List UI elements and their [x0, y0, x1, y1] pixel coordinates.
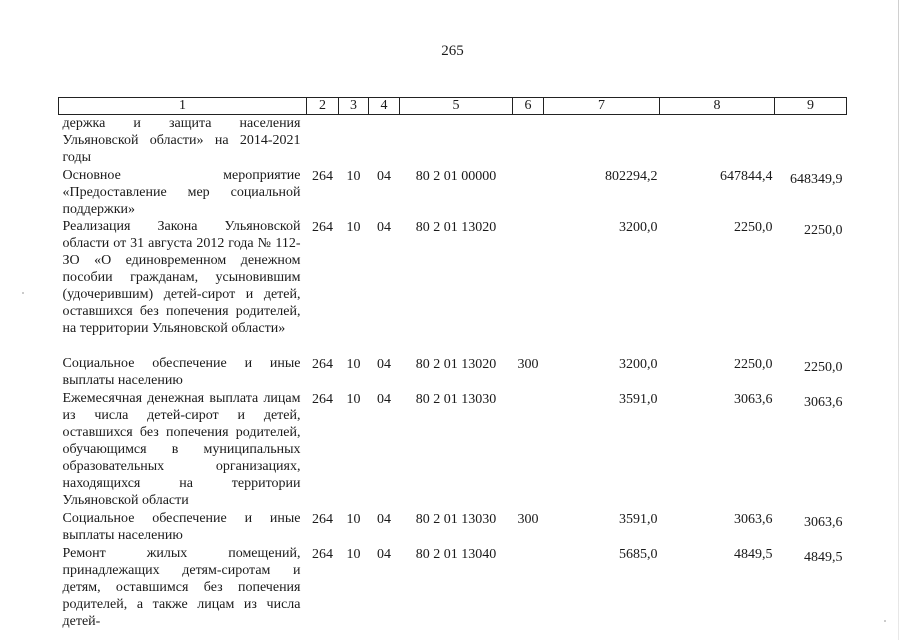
scan-speck [884, 620, 886, 622]
cell-section: 10 [346, 168, 361, 184]
cell-expense-type [513, 545, 544, 630]
row-name: Ремонт жилых помещений, принадлежащих детям-сиротам и детям, оставшимся без попечения родителей, а также лицам из числа детей- [62, 545, 301, 629]
table-row [59, 115, 847, 167]
cell-subsection: 04 [377, 219, 391, 235]
cell-ministry: 264 [312, 391, 333, 407]
cell-value-9 [775, 115, 847, 167]
table-row [59, 545, 847, 630]
cell-value-8: 4849,5 [734, 546, 773, 562]
cell-target-code [400, 115, 513, 167]
row-name: Основное мероприятие «Предоставление мер социальной поддержки» [62, 167, 301, 217]
row-name: Реализация Закона Ульяновской области от 31 августа 2012 года № 112-ЗО «О единовременном денежном пособии гражданам, усыновившим (удочерившим) детей-сирот и детей, оставшихся без попечения родителей, на территории Ульяновской области» [62, 218, 301, 336]
scan-edge [898, 0, 899, 640]
row-name: держка и защита населения Ульяновской области» на 2014-2021 годы [62, 116, 301, 165]
cell-value-9: 4849,5 [804, 549, 843, 565]
cell-expense-type [513, 167, 544, 218]
cell-subsection: 04 [377, 391, 391, 407]
cell-value-7: 3200,0 [619, 219, 658, 235]
cell-expense-type [513, 218, 544, 355]
cell-value-8: 2250,0 [734, 356, 773, 372]
cell-target-code: 80 2 01 13020 [415, 219, 497, 235]
cell-subsection [369, 115, 400, 167]
cell-value-8: 3063,6 [734, 391, 773, 407]
cell-value-7: 3591,0 [619, 391, 658, 407]
cell-value-8: 647844,4 [720, 168, 773, 184]
cell-ministry: 264 [312, 511, 333, 527]
cell-value-9: 648349,9 [790, 171, 843, 187]
cell-value-9: 2250,0 [804, 222, 843, 238]
budget-table [58, 97, 847, 630]
column-header: 9 [775, 98, 847, 115]
cell-value-9: 3063,6 [804, 394, 843, 410]
cell-target-code: 80 2 01 13030 [415, 391, 497, 407]
column-header: 4 [369, 98, 400, 115]
cell-ministry: 264 [312, 168, 333, 184]
cell-value-7: 5685,0 [619, 546, 658, 562]
cell-target-code: 80 2 01 13030 [415, 511, 497, 527]
column-header: 1 [59, 98, 307, 115]
column-header: 7 [544, 98, 660, 115]
cell-subsection: 04 [377, 356, 391, 372]
cell-value-8: 2250,0 [734, 219, 773, 235]
cell-ministry: 264 [312, 219, 333, 235]
cell-value-7 [544, 115, 660, 167]
column-header: 3 [339, 98, 369, 115]
table-row [59, 218, 847, 355]
cell-target-code: 80 2 01 13040 [415, 546, 497, 562]
cell-section: 10 [346, 356, 361, 372]
table-row [59, 510, 847, 545]
table-header-row [59, 98, 847, 115]
cell-value-8 [660, 115, 775, 167]
cell-expense-type: 300 [517, 356, 539, 372]
cell-ministry [307, 115, 339, 167]
cell-value-7: 3200,0 [619, 356, 658, 372]
cell-value-7: 3591,0 [619, 511, 658, 527]
column-header: 6 [513, 98, 544, 115]
cell-expense-type [513, 390, 544, 510]
cell-section: 10 [346, 391, 361, 407]
cell-value-7: 802294,2 [605, 168, 658, 184]
column-header: 2 [307, 98, 339, 115]
cell-section: 10 [346, 546, 361, 562]
row-name: Социальное обеспечение и иные выплаты населению [62, 510, 301, 543]
cell-subsection: 04 [377, 511, 391, 527]
column-header: 8 [660, 98, 775, 115]
cell-target-code: 80 2 01 00000 [415, 168, 497, 184]
row-name: Социальное обеспечение и иные выплаты населению [62, 355, 301, 388]
row-name: Ежемесячная денежная выплата лицам из числа детей-сирот и детей, оставшихся без попечения родителей, обучающимся в муниципальных образовательных организациях, находящихся на территории Ульяновской области [62, 390, 301, 508]
cell-section [339, 115, 369, 167]
cell-value-9: 2250,0 [804, 359, 843, 375]
table-row [59, 355, 847, 390]
scan-speck [22, 292, 24, 294]
cell-subsection: 04 [377, 168, 391, 184]
cell-expense-type [513, 115, 544, 167]
cell-section: 10 [346, 511, 361, 527]
cell-section: 10 [346, 219, 361, 235]
cell-subsection: 04 [377, 546, 391, 562]
cell-ministry: 264 [312, 356, 333, 372]
cell-expense-type: 300 [517, 511, 539, 527]
cell-ministry: 264 [312, 546, 333, 562]
column-header: 5 [400, 98, 513, 115]
page-number: 265 [441, 43, 464, 59]
cell-value-9: 3063,6 [804, 514, 843, 530]
table-row [59, 167, 847, 218]
cell-target-code: 80 2 01 13020 [415, 356, 497, 372]
cell-value-8: 3063,6 [734, 511, 773, 527]
table-row [59, 390, 847, 510]
